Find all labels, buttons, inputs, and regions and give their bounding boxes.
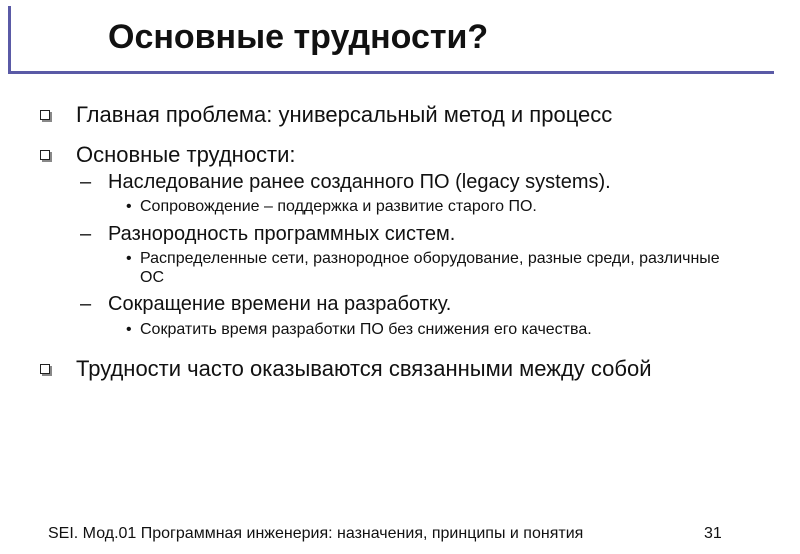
sub-item-text: Наследование ранее созданного ПО (legacy systems). [108, 171, 611, 193]
bullet-text: Основные трудности: [76, 142, 296, 167]
detail-item-text: Распределенные сети, разнородное оборудование, разные среди, различные ОС [140, 250, 720, 286]
dash-bullet-icon: – [80, 171, 92, 193]
detail-item [126, 197, 740, 216]
sub-item-text: Сокращение времени на разработку. [108, 293, 452, 315]
bullet-text: Трудности часто оказываются связанными между собой [76, 356, 652, 381]
dash-bullet-icon: – [80, 223, 92, 245]
detail-item [126, 249, 720, 287]
dot-bullet-icon: • [126, 250, 132, 267]
detail-item-text: Сопровождение – поддержка и развитие старого ПО. [140, 198, 537, 215]
square-bullet-icon [40, 364, 50, 374]
dot-bullet-icon: • [126, 198, 132, 215]
bullet-item [76, 102, 736, 127]
bullet-text: Главная проблема: универсальный метод и процесс [76, 102, 613, 127]
sub-item-text: Разнородность программных систем. [108, 223, 456, 245]
square-bullet-icon [40, 110, 50, 120]
sub-item [80, 171, 611, 194]
detail-item-text: Сократить время разработки ПО без снижения его качества. [140, 321, 592, 338]
footer-course-title: SEI. Мод.01 Программная инженерия: назначения, принципы и понятия [48, 525, 584, 542]
square-bullet-icon [40, 150, 50, 160]
dot-bullet-icon: • [126, 321, 132, 338]
sub-item [80, 293, 452, 316]
dash-bullet-icon: – [80, 293, 92, 315]
page-number: 31 [704, 525, 722, 542]
bullet-item [76, 356, 716, 381]
sub-item [80, 223, 456, 246]
bullet-item [76, 142, 736, 167]
slide-title: Основные трудности? [108, 18, 489, 56]
detail-item [126, 320, 740, 339]
